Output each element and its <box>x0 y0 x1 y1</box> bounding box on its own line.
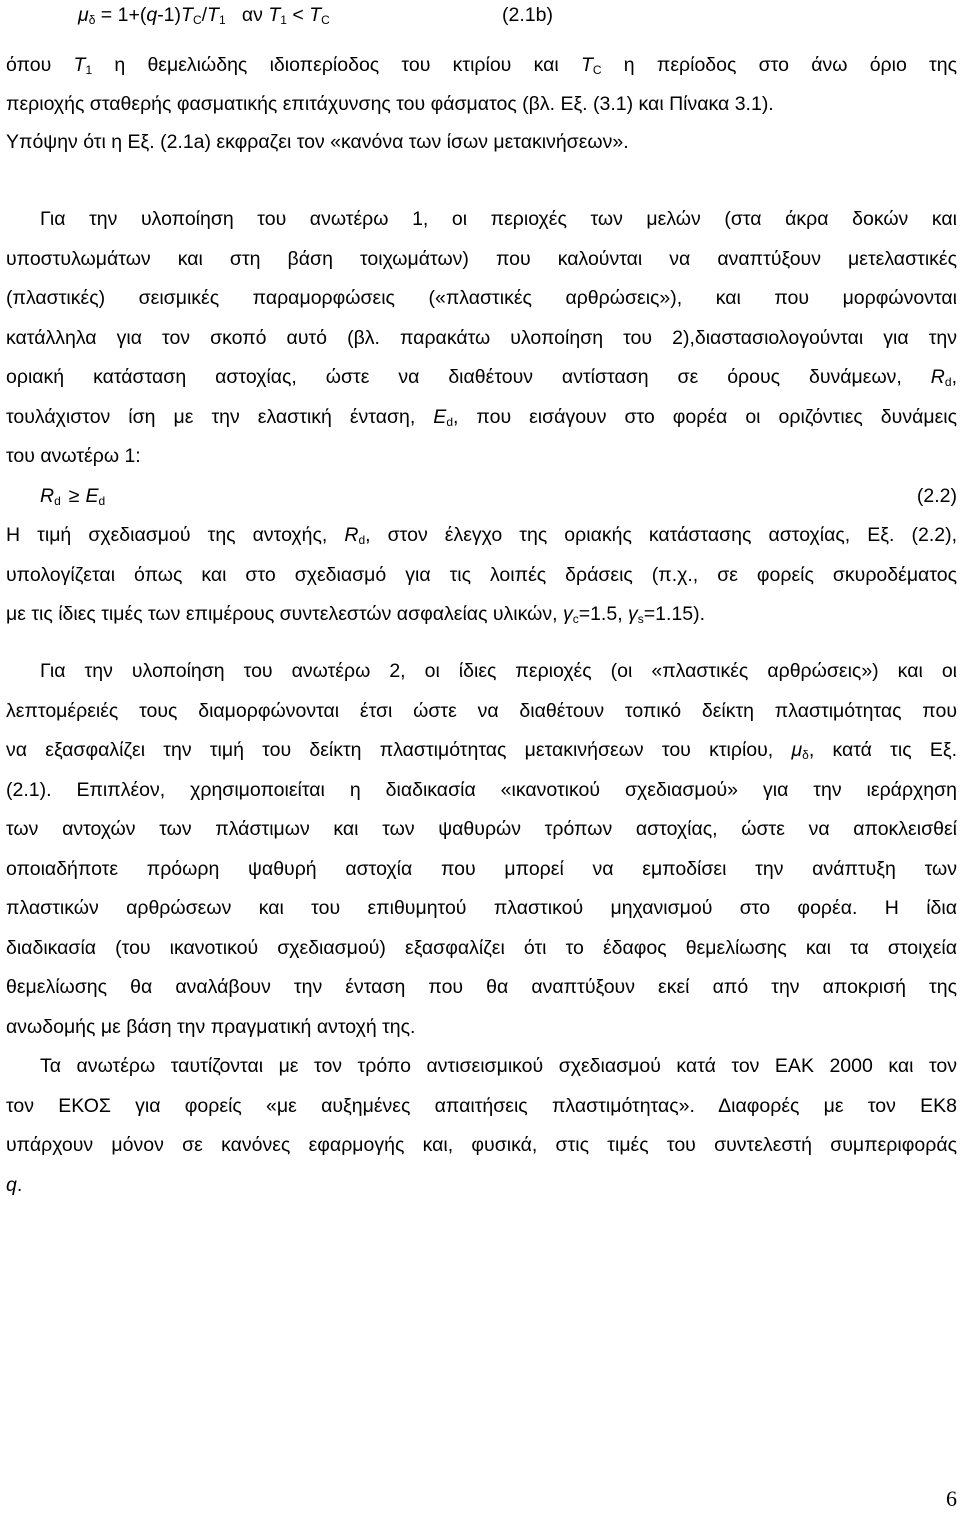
paragraph-1-line-3: Υπόψην ότι η Εξ. (2.1a) εκφραζει τον «κανόνα των ίσων μετακινήσεων». <box>6 131 629 153</box>
paragraph-5-line-1: Τα ανωτέρω ταυτίζονται με τον τρόπο αντισεισμικού σχεδιασμού κατά τον ΕΑΚ 2000 και τον <box>40 1055 957 1077</box>
paragraph-4-line-7: πλαστικών αρθρώσεων και του επιθυμητού πλαστικού μηχανισμού στο φορέα. Η ίδια <box>6 897 957 919</box>
paragraph-3-line-1: Η τιμή σχεδιασμού της αντοχής, $R_d$, στον έλεγχο της οριακής κατάστασης αστοχίας, Εξ. (2.2), <box>6 524 957 547</box>
paragraph-1-line-1: όπου $T_1$ η θεμελιώδης ιδιοπερίοδος του κτιρίου και $T_C$ η περίοδος στο άνω όριο της <box>6 54 958 77</box>
paragraph-2-line-7: του ανωτέρω 1: <box>6 445 141 467</box>
paragraph-2-line-2: υποστυλωμάτων και στη βάση τοιχωμάτων) που καλούνται να αναπτύξουν μετελαστικές <box>6 248 957 270</box>
paragraph-2-line-5: οριακή κατάσταση αστοχίας, ώστε να διαθέτουν αντίσταση σε όρους δυνάμεων, $R_d$, <box>6 366 957 389</box>
paragraph-5-line-4: q. <box>6 1174 23 1196</box>
paragraph-5-line-2: τον ΕΚΟΣ για φορείς «με αυξημένες απαιτήσεις πλαστιμότητας». Διαφορές με τον ΕΚ8 <box>6 1095 957 1117</box>
paragraph-3-line-3: με τις ίδιες τιμές των επιμέρους συντελεστών ασφαλείας υλικών, $\gamma_c=1.5$, $\gamma_s=1.15$). <box>6 603 706 626</box>
paragraph-3-line-2: υπολογίζεται όπως και στο σχεδιασμό για τις λοιπές δράσεις (π.χ., σε φορείς σκυροδέματος <box>6 564 957 586</box>
paragraph-4-line-1: Για την υλοποίηση του ανωτέρω 2, οι ίδιες περιοχές (οι «πλαστικές αρθρώσεις») και οι <box>40 660 957 682</box>
paragraph-4-line-6: οποιαδήποτε πρόωρη ψαθυρή αστοχία που μπορεί να εμποδίσει την ανάπτυξη των <box>6 858 957 880</box>
equation-number-2-2: (2.2) <box>916 485 957 507</box>
equation-2-2: $R_d \ge E_d$ <box>40 485 106 508</box>
paragraph-2-line-3: (πλαστικές) σεισμικές παραμορφώσεις («πλαστικές αρθρώσεις»), και που μορφώνονται <box>6 287 957 309</box>
paragraph-4-line-5: των αντοχών των πλάστιμων και των ψαθυρών τρόπων αστοχίας, ώστε να αποκλεισθεί <box>6 818 957 840</box>
paragraph-4-line-2: λεπτομέρειές τους διαμορφώνονται έτσι ώστε να διαθέτουν τοπικό δείκτη πλαστιμότητας που <box>6 700 957 722</box>
mu-symbol: μ <box>78 4 89 26</box>
paragraph-4-line-10: ανωδομής με βάση την πραγματική αντοχή της. <box>6 1016 416 1038</box>
paragraph-4-line-8: διαδικασία (του ικανοτικού σχεδιασμού) εξασφαλίζει ότι το έδαφος θεμελίωσης και τα στοιχεία <box>6 937 957 959</box>
geq-symbol: ≥ <box>68 485 80 507</box>
paragraph-4-line-3: να εξασφαλίζει την τιμή του δείκτη πλαστιμότητας μετακινήσεων του κτιρίου, $\mu_\delta$, κατά τις Εξ. <box>6 739 957 762</box>
paragraph-2-line-4: κατάλληλα για τον σκοπό αυτό (βλ. παρακάτω υλοποίηση του 2),διαστασιολογούνται για την <box>6 327 957 349</box>
paragraph-2-line-6: τουλάχιστον ίση με την ελαστική ένταση, $E_d$, που εισάγουν στο φορέα οι οριζόντιες δυνάμεις <box>6 406 958 429</box>
paragraph-2-line-1: Για την υλοποίηση του ανωτέρω 1, οι περιοχές των μελών (στα άκρα δοκών και <box>40 208 957 230</box>
paragraph-4-line-4: (2.1). Επιπλέον, χρησιμοποιείται η διαδικασία «ικανοτικού σχεδιασμού» για την ιεράρχηση <box>6 779 957 801</box>
paragraph-5-line-3: υπάρχουν μόνον σε κανόνες εφαρμογής και, φυσικά, στις τιμές του συντελεστή συμπεριφοράς <box>6 1134 957 1156</box>
equation-number-2-1b: (2.1b) <box>502 4 553 26</box>
equation-2-1b: $\mu_\delta = 1+(q-1)T_C/T_1$ αν $T_1 < T_C$ <box>78 4 330 27</box>
paragraph-1-line-2: περιοχής σταθερής φασματικής επιτάχυνσης του φάσματος (βλ. Εξ. (3.1) και Πίνακα 3.1). <box>6 93 774 115</box>
page-number: 6 <box>946 1486 957 1511</box>
paragraph-4-line-9: θεμελίωσης θα αναλάβουν την ένταση που θα αναπτύξουν εκεί από την αποκρισή της <box>6 976 957 998</box>
